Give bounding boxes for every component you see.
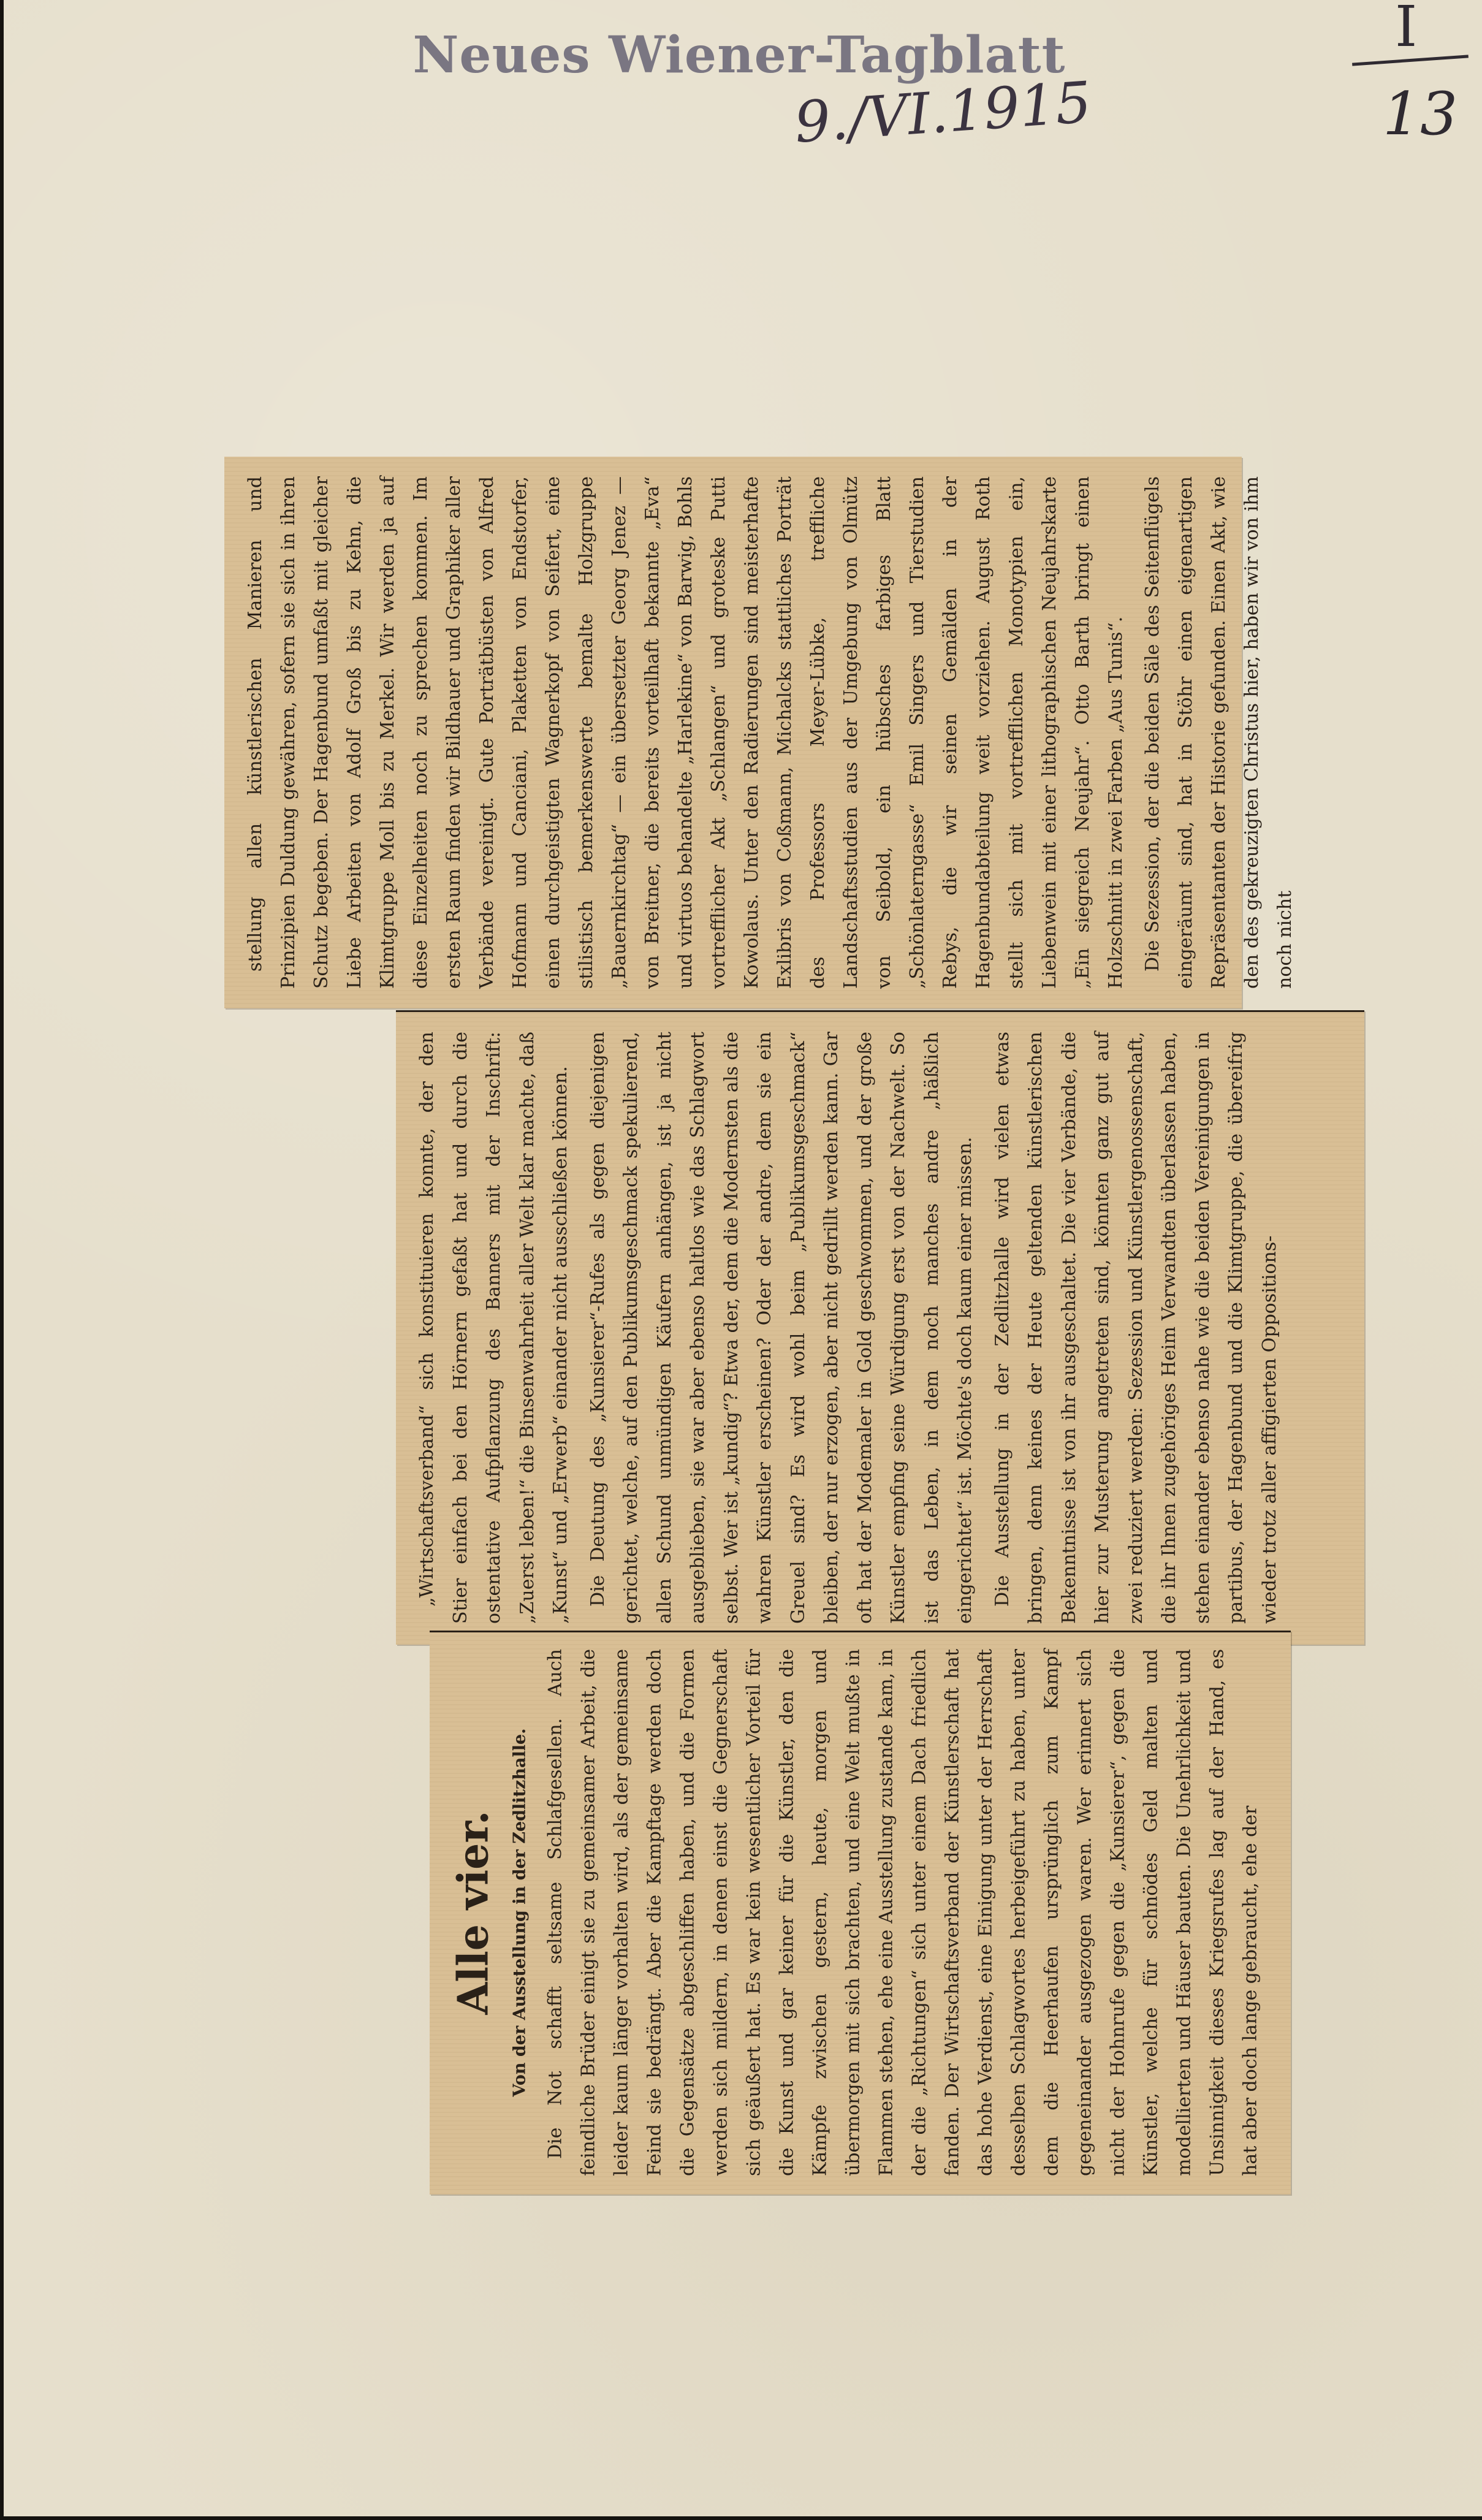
paragraph: Die Sezession, der die beiden Säle des Seitenflügels eingeräumt sind, hat in Stöhr einen eigenartigen Repräsentanten der Historie gefunden. Einen Akt, wie den des gekreuzigten Christus hier, haben wir von ihm noch nicht	[1142, 476, 1296, 989]
column-divider	[396, 1010, 1364, 1012]
paragraph: stellung allen künstlerischen Manieren und Prinzipien Duldung gewähren, sofern sie sich in ihren Schutz begeben. Der Hagenbund umfaßt mit gleicher Liebe Arbeiten von Adolf Groß bis zu Kehn, die Klimtgruppe Moll bis zu Merkel. Wir werden ja auf diese Einzelheiten noch zu sprechen kommen. Im ersten Raum finden wir Bildhauer und Graphiker aller Verbände vereinigt. Gute Porträtbüsten von Alfred Hofmann und Canciani, Plaketten von Endstorfer, einen durchgeistigten Wagnerkopf von Seifert, eine stilistisch bemerkenswerte bemalte Holzgruppe „Bauernkirchtag“ — ein übersetzter Georg Jenez — von Breitner, die bereits vorteilhaft bekannte „Eva“ und virtuos behandelte „Harlekine“ von Barwig, Bohls vortrefflicher Akt „Schlangen“ und groteske Putti Kowolaus. Unter den Radierungen sind meisterhafte Exlibris von Coßmann, Michalcks stattliches Porträt des Professors Meyer-Lübke, treffliche Landschaftsstudien aus der Umgebung von Olmütz von Seibold, ein hübsches farbiges Blatt „Schönlaterngasse“ Emil Singers und Tierstudien Rebys, die wir seinen Gemälden in der Hagenbundabteilung weit vorziehen. August Roth stellt sich mit vortrefflichen Monotypien ein, Liebenwein mit einer lithographischen Neujahrskarte „Ein siegreich Neujahr“. Otto Barth bringt einen Holzschnitt in zwei Farben „Aus Tunis“.	[245, 476, 1127, 989]
handwritten-date: 9./VI.1915	[792, 69, 1094, 156]
paragraph: Die Deutung des „Kunsierer“-Rufes als gegen diejenigen gerichtet, welche, auf den Publikumsgeschmack spekulierend, allen Schund unmündigen Käufern anhängen, ist ja nicht ausgeblieben, sie war aber ebenso haltlos wie das Schlagwort selbst. Wer ist „kundig“? Etwa der, dem die Modernsten als die wahren Künstler erscheinen? Oder der andre, dem sie ein Greuel sind? Es wird wohl beim „Publikumsgeschmack“ bleiben, der nur erzogen, aber nicht gedrillt werden kann. Gar oft hat der Modemaler in Gold geschwommen, und der große Künstler empfing seine Würdigung erst von der Nachwelt. So ist das Leben, in dem noch manches andre „häßlich eingerichtet“ ist. Möchte's doch kaum einer missen.	[587, 1031, 976, 1624]
clipping-column-1	[430, 1631, 1291, 2195]
clipping-column-3	[224, 457, 1296, 1008]
newspaper-stamp: Neues Wiener-Tagblatt	[412, 26, 1066, 85]
paragraph: „Wirtschaftsverband“ sich konstituieren konnte, der den Stier einfach bei den Hörnern gefaßt hat und durch die ostentative Aufpflanzung des Banners mit der Inschrift: „Zuerst leben!“ die Binsenwahrheit aller Welt klar machte, daß „Kunst“ und „Erwerb“ einander nicht ausschließen können.	[416, 1031, 571, 1624]
paragraph: Die Ausstellung in der Zedlitzhalle wird vielen etwas bringen, denn keines der Heute geltenden künstlerischen Bekenntnisse ist von ihr ausgeschaltet. Die vier Verbände, die hier zur Musterung angetreten sind, könnten ganz gut auf zwei reduziert werden: Sezession und Künstlergenossenschaft, die ihr Ihnen zugehöriges Heim Verwandten überlassen haben, stehen einander ebenso nahe wie die beiden Vereinigungen in partibus, der Hagenbund und die Klimtgruppe, die übereifrig wieder trotz aller affigierten Oppositions-	[991, 1031, 1280, 1624]
column-1-text	[436, 1637, 1285, 2188]
column-3-text	[230, 463, 1296, 1002]
clipping-column-2	[396, 1010, 1364, 1645]
handwritten-folio-number: 13	[1383, 80, 1458, 148]
article-title: Alle vier.	[449, 1810, 498, 2015]
column-2-text	[402, 1018, 1358, 1637]
article-subtitle: Von der Ausstellung in der Zedlitzhalle.	[510, 1728, 529, 2097]
paragraph: Die Not schafft seltsame Schlafgesellen. Auch feindliche Brüder einigt sie zu gemeinsamer Arbeit, die leider kaum länger vorhalten wird, als der gemeinsame Feind sie bedrängt. Aber die Kampftage werden doch die Gegensätze abgeschliffen haben, und die Formen werden sich mildern, in denen einst die Gegnerschaft sich geäußert hat. Es war kein wesentlicher Vorteil für die Kunst und gar keiner für die Künstler, den die Kämpfe zwischen gestern, heute, morgen und übermorgen mit sich brachten, und eine Welt mußte in Flammen stehen, ehe eine Ausstellung zustande kam, in der die „Richtungen“ sich unter einem Dach friedlich fanden. Der Wirtschaftsverband der Künstlerschaft hat das hohe Verdienst, eine Einigung unter der Herrschaft desselben Schlagwortes herbeigeführt zu haben, unter dem die Heerhaufen ursprünglich zum Kampf gegeneinander ausgezogen waren. Wer erinnert sich nicht der Hohnrufe gegen die „Kunsierer“, gegen die Künstler, welche für schnödes Geld malten und modellierten und Häuser bauten. Die Unehrlichkeit und Unsinnigkeit dieses Kriegsrufes lag auf der Hand, es hat aber doch lange gebraucht, ehe der	[544, 1649, 1261, 2176]
column-divider	[430, 1631, 1291, 1632]
handwritten-roman-numeral: I	[1395, 0, 1418, 59]
